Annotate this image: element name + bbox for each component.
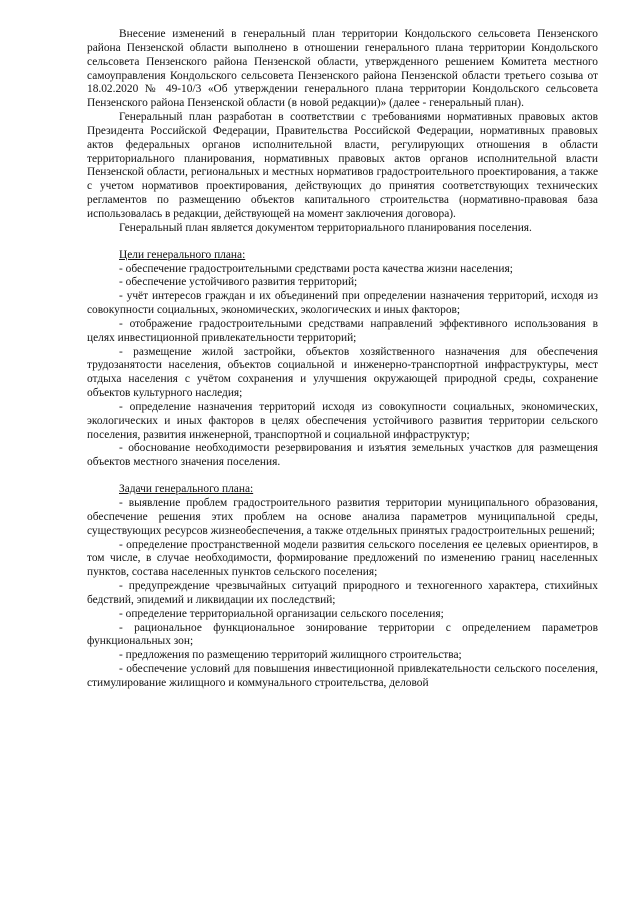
- goal-item: - размещение жилой застройки, объектов хозяйственного назначения для обеспечения трудозанятости населения, объектов социальной и инженерно-транспортной инфраструктуры, мест отдыха населения с учётом сохранения и улучшения окружающей природной среды, сохранение объектов культурного наследия;: [87, 345, 598, 400]
- task-item: - определение пространственной модели развития сельского поселения ее целевых ориентиров, в том числе, в случае необходимости, формирование предложений по изменению границ населенных пунктов, состава населенных пунктов сельского поселения;: [87, 538, 598, 579]
- goal-item: - обеспечение устойчивого развития территорий;: [119, 276, 358, 289]
- task-item: - определение территориальной организации сельского поселения;: [119, 607, 444, 620]
- tasks-heading: Задачи генерального плана:: [119, 483, 254, 496]
- basis-paragraph: Генеральный план разработан в соответствии с требованиями нормативных правовых актов Президента Российской Федерации, Правительства Российской Федерации, нормативных правовых актов федеральных органов исполнительной власти, регулирующих отношения в области территориального планирования, нормативных правовых актов органов исполнительной власти Пензенской области, региональных и местных нормативов градостроительного проектирования, а также с учетом нормативов проектирования, действующих до принятия соответствующих технических регламентов по размещению объектов капитального строительства (нормативно-правовая база использовалась в редакции, действующей на момент заключения договора).: [87, 111, 598, 220]
- goal-item: - учёт интересов граждан и их объединений при определении назначения территорий, исходя из совокупности социальных, экономических, экологических и иных факторов;: [87, 290, 598, 317]
- task-item: - обеспечение условий для повышения инвестиционной привлекательности сельского поселения, стимулирование жилищного и коммунального строительства, деловой: [87, 663, 598, 689]
- goals-section: [87, 249, 598, 471]
- goal-item: - отображение градостроительными средствами направлений эффективного использования в целях инвестиционной привлекательности территорий;: [87, 317, 598, 344]
- task-item: - предложения по размещению территорий жилищного строительства;: [119, 649, 462, 662]
- intro-paragraph: Внесение изменений в генеральный план территории Кондольского сельсовета Пензенского района Пензенской области выполнено в отношении генерального плана территории Кондольского сельсовета Пензенского района Пензенской области, утвержденного решением Комитета местного самоуправления Кондольского сельсовета Пензенского района Пензенской области третьего созыва от 18.02.2020 № 49-10/3 «Об утверждении генерального плана территории Кондольского сельсовета Пензенского района Пензенской области (в новой редакции)» (далее - генеральный план).: [87, 28, 598, 110]
- task-item: - рациональное функциональное зонирование территории с определением параметров функциональных зон;: [87, 621, 598, 648]
- status-paragraph: Генеральный план является документом территориального планирования поселения.: [119, 221, 532, 234]
- document-page: [87, 28, 598, 691]
- goal-item: - определение назначения территорий исходя из совокупности социальных, экономических, экологических и иных факторов в целях обеспечения устойчивого развития территории сельского поселения, развития инженерной, транспортной и социальной инфраструктур;: [87, 400, 598, 441]
- goal-item: - обеспечение градостроительными средствами роста качества жизни населения;: [119, 262, 513, 275]
- task-item: - выявление проблем градостроительного развития территории муниципального образования, обеспечение решения этих проблем на основе анализа параметров муниципальной среды, существующих ресурсов жизнеобеспечения, а также отдельных принятых градостроительных решений;: [87, 497, 598, 537]
- goals-heading: Цели генерального плана:: [119, 248, 246, 261]
- tasks-section: [87, 483, 598, 691]
- goal-item: - обоснование необходимости резервирования и изъятия земельных участков для размещения объектов местного значения поселения.: [87, 442, 598, 469]
- task-item: - предупреждение чрезвычайных ситуаций природного и техногенного характера, стихийных бедствий, эпидемий и ликвидации их последствий;: [87, 580, 598, 606]
